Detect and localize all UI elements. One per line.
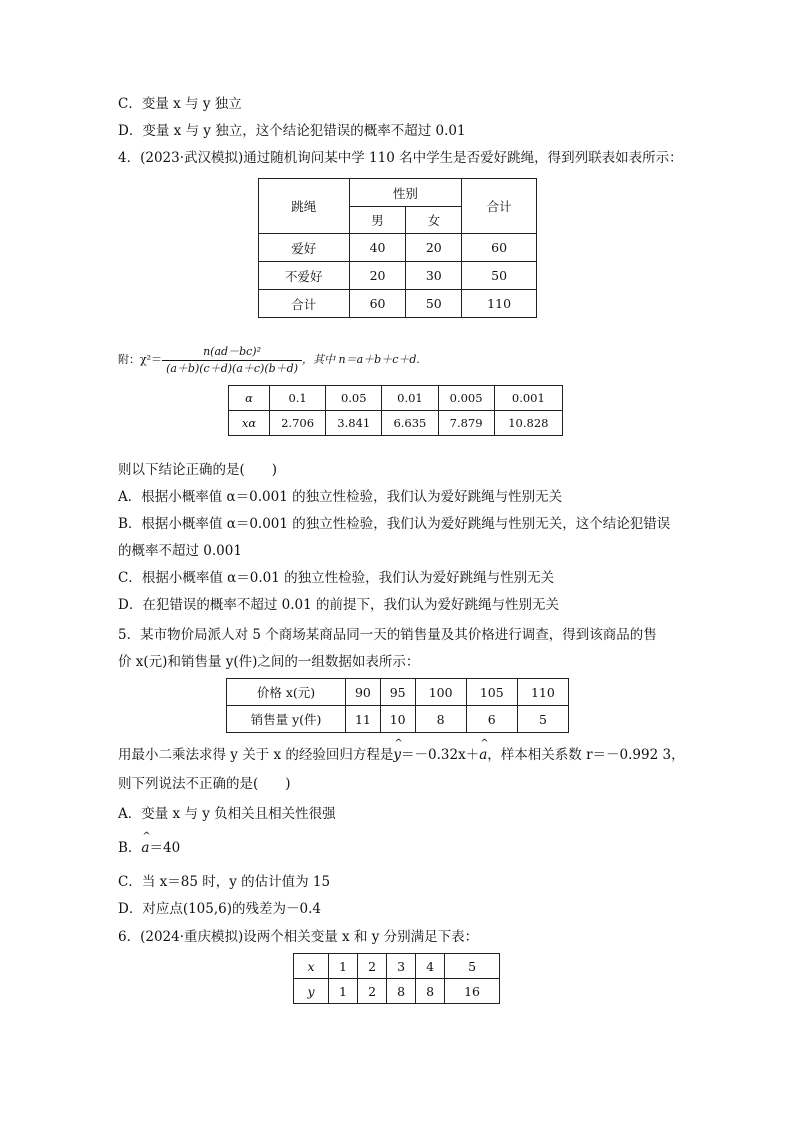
q4-option-b-line1: B．根据小概率值 α＝0.001 的独立性检验，我们认为爱好跳绳与性别无关，这个结论犯错误 — [118, 516, 671, 532]
option-b-prefix: B． — [118, 840, 142, 856]
chi-square-formula — [118, 342, 420, 378]
cell: 0.001 — [494, 386, 562, 411]
table-row — [227, 679, 569, 706]
q4-stem: 4．(2023·武汉模拟)通过随机询问某中学 110 名中学生是否爱好跳绳，得到列联表如表所示： — [118, 150, 683, 166]
cell: 5 — [517, 706, 568, 733]
y-label: y — [294, 979, 329, 1004]
q3-option-d: D．变量 x 与 y 独立，这个结论犯错误的概率不超过 0.01 — [118, 123, 466, 139]
cell: 2 — [358, 954, 387, 979]
a-hat: ^ a — [141, 838, 149, 858]
q6-xy-table — [293, 953, 500, 1004]
regression-text: 用最小二乘法求得 y 关于 x 的经验回归方程是 — [118, 747, 394, 763]
x-alpha-label: xα — [229, 411, 270, 436]
row-label: 合计 — [259, 290, 350, 318]
cell: 0.005 — [438, 386, 494, 411]
q4-question: 则以下结论正确的是( ) — [118, 462, 278, 478]
q4-option-d: D．在犯错误的概率不超过 0.01 的前提下，我们认为爱好跳绳与性别无关 — [118, 597, 559, 613]
cell: 100 — [415, 679, 466, 706]
y-hat: ^ y — [393, 745, 401, 765]
cell: 10 — [380, 706, 415, 733]
q6-stem: 6．(2024·重庆模拟)设两个相关变量 x 和 y 分别满足下表： — [118, 929, 479, 945]
table-row — [229, 411, 563, 436]
alpha-label: α — [229, 386, 270, 411]
table-row — [259, 262, 537, 290]
a-hat: ^ a — [479, 745, 487, 765]
cell: 7.879 — [438, 411, 494, 436]
q4-option-a: A．根据小概率值 α＝0.001 的独立性检验，我们认为爱好跳绳与性别无关 — [118, 489, 563, 505]
cell: 20 — [349, 262, 406, 290]
cell: 2.706 — [270, 411, 326, 436]
cell: 10.828 — [494, 411, 562, 436]
q3-option-c: C．变量 x 与 y 独立 — [118, 96, 242, 112]
header-male: 男 — [349, 207, 406, 234]
cell: 4 — [416, 954, 445, 979]
cell: 2 — [358, 979, 387, 1004]
cell: 16 — [445, 979, 500, 1004]
cell: 110 — [517, 679, 568, 706]
regression-equation: ＝－0.32x＋ — [401, 747, 480, 763]
cell: 11 — [346, 706, 381, 733]
formula-fraction — [162, 344, 302, 377]
q4-contingency-table — [258, 178, 537, 318]
formula-suffix: ，其中 n＝a＋b＋c＋d. — [302, 353, 420, 366]
cell: 8 — [387, 979, 416, 1004]
cell: 3.841 — [326, 411, 382, 436]
q4-option-b-line2: 的概率不超过 0.001 — [118, 543, 242, 559]
q4-option-c: C．根据小概率值 α＝0.01 的独立性检验，我们认为爱好跳绳与性别无关 — [118, 570, 555, 586]
cell: 0.01 — [382, 386, 438, 411]
cell: 105 — [466, 679, 517, 706]
cell: 50 — [406, 290, 462, 318]
cell: 60 — [462, 234, 537, 262]
table-row — [259, 290, 537, 318]
header-rope: 跳绳 — [259, 179, 350, 234]
regression-correlation: ，样本相关系数 r＝－0.992 3， — [487, 747, 685, 763]
q5-stem-line1: 5．某市物价局派人对 5 个商场某商品同一天的销售量及其价格进行调查，得到该商品的售 — [118, 627, 657, 643]
cell: 8 — [416, 979, 445, 1004]
table-row — [227, 706, 569, 733]
table-row — [294, 954, 500, 979]
cell: 0.1 — [270, 386, 326, 411]
cell: 40 — [349, 234, 406, 262]
sales-label: 销售量 y(件) — [227, 706, 346, 733]
cell: 110 — [462, 290, 537, 318]
cell: 8 — [415, 706, 466, 733]
header-female: 女 — [406, 207, 462, 234]
q5-price-sales-table — [226, 678, 569, 733]
header-total: 合计 — [462, 179, 537, 234]
q5-option-c: C．当 x＝85 时，y 的估计值为 15 — [118, 874, 331, 890]
cell: 1 — [329, 979, 358, 1004]
q5-regression-line — [118, 745, 685, 765]
formula-denominator: (a＋b)(c＋d)(a＋c)(b＋d) — [166, 361, 299, 375]
cell: 3 — [387, 954, 416, 979]
table-row — [294, 979, 500, 1004]
table-row — [229, 386, 563, 411]
row-label: 爱好 — [259, 234, 350, 262]
formula-numerator: n(ad－bc)² — [162, 344, 302, 361]
row-label: 不爱好 — [259, 262, 350, 290]
cell: 5 — [445, 954, 500, 979]
cell: 90 — [346, 679, 381, 706]
cell: 6 — [466, 706, 517, 733]
x-label: x — [294, 954, 329, 979]
q5-option-b — [118, 838, 180, 858]
price-label: 价格 x(元) — [227, 679, 346, 706]
option-b-value: ＝40 — [149, 840, 181, 856]
cell: 30 — [406, 262, 462, 290]
cell: 6.635 — [382, 411, 438, 436]
cell: 20 — [406, 234, 462, 262]
cell: 0.05 — [326, 386, 382, 411]
formula-prefix: 附：χ²＝ — [118, 353, 163, 366]
cell: 50 — [462, 262, 537, 290]
table-row — [259, 234, 537, 262]
cell: 60 — [349, 290, 406, 318]
q5-question: 则下列说法不正确的是( ) — [118, 776, 291, 792]
q5-option-a: A．变量 x 与 y 负相关且相关性很强 — [118, 806, 336, 822]
q5-option-d: D．对应点(105,6)的残差为－0.4 — [118, 901, 321, 917]
header-gender: 性别 — [349, 179, 462, 207]
q5-stem-line2: 价 x(元)和销售量 y(件)之间的一组数据如表所示： — [118, 654, 420, 670]
cell: 1 — [329, 954, 358, 979]
cell: 95 — [380, 679, 415, 706]
alpha-critical-table — [228, 385, 563, 436]
